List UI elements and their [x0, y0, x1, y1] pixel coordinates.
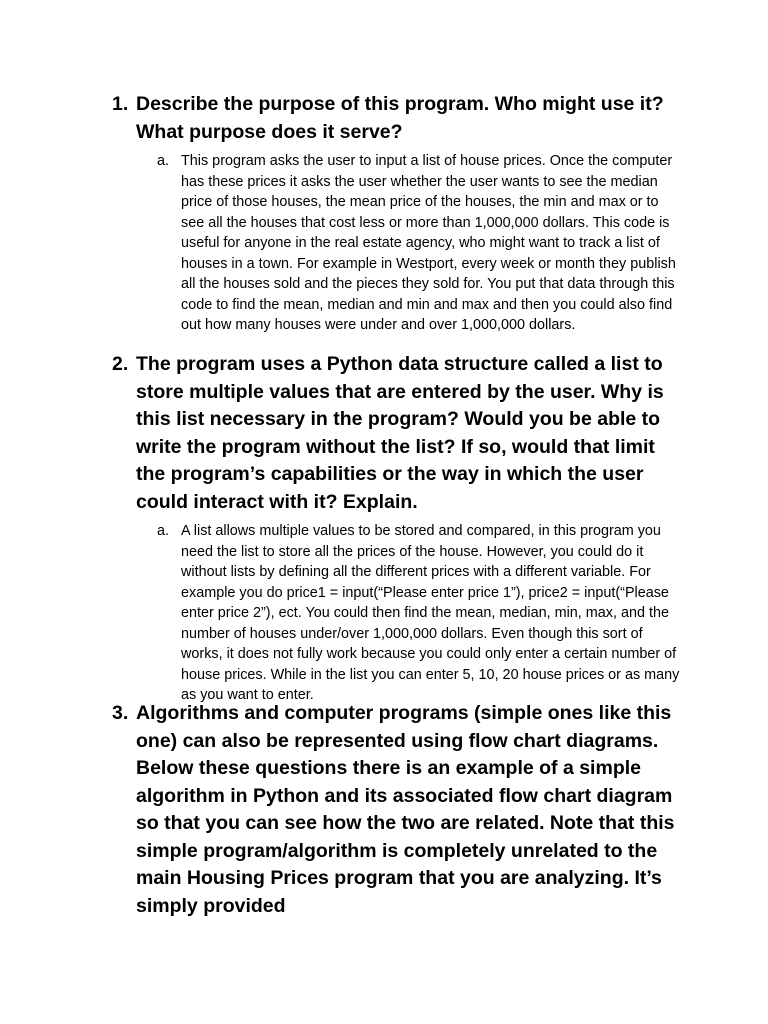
question-text: The program uses a Python data structure called a list to store multiple values that are entered by the user. Why is this list necessary in the program? Would you be able to write the program without the list? If so, would that limit the program’s capabilities or the way in which the user could interact with it? Explain.	[136, 353, 664, 513]
answer-letter: a.	[157, 523, 170, 539]
answer-text: This program asks the user to input a list of house prices. Once the computer has these prices it asks the user whether the user wants to see the median price of those houses, the mean price of the houses, the min and max or to see all the houses that cost less or more than 1,000,000 dollars. This code is useful for anyone in the real estate agency, who might want to track a list of houses in a town. For example in Westport, every week or month they publish all the houses sold and the pieces they sold for. You put that data through this code to find the mean, median and min and max and then you could also find out how many houses were under and over 1,000,000 dollars.	[181, 153, 676, 333]
answer-item	[157, 151, 682, 336]
question-number: 3.	[112, 702, 129, 724]
question-1	[112, 91, 682, 336]
question-number: 1.	[112, 93, 129, 115]
answer-text: A list allows multiple values to be stored and compared, in this program you need the list to store all the prices of the house. However, you could do it without lists by defining all the different prices with a different variable. For example you do price1 = input(“Please enter price 1”), price2 = input(“Please enter price 2”), ect. You could then find the mean, median, min, max, and the number of houses under/over 1,000,000 dollars. Even though this sort of works, it does not fully work because you could only enter a certain number of house prices. While in the list you can enter 5, 10, 20 house prices or as many as you want to enter.	[181, 523, 680, 703]
answer-item	[157, 521, 682, 706]
question-text: Describe the purpose of this program. Who might use it? What purpose does it serve?	[136, 93, 664, 143]
question-number: 2.	[112, 353, 129, 375]
question-text: Algorithms and computer programs (simple ones like this one) can also be represented using flow chart diagrams. Below these questions there is an example of a simple algorithm in Python and its associated flow chart diagram so that you can see how the two are related. Note that this simple program/algorithm is completely unrelated to the main Housing Prices program that you are analyzing. It’s simply provided	[136, 702, 675, 917]
answer-letter: a.	[157, 153, 170, 169]
question-2	[112, 351, 682, 706]
question-3	[112, 700, 682, 920]
